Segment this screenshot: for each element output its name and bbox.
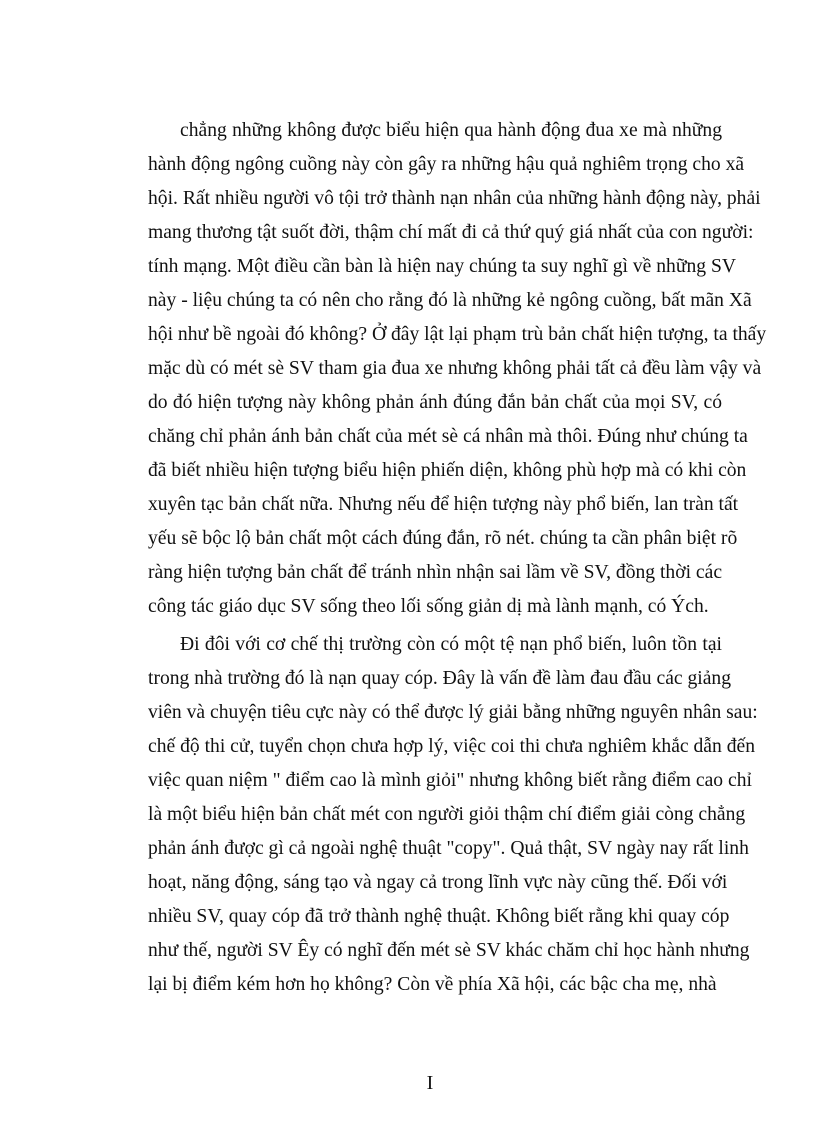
text-line: nhiều SV, quay cóp đã trở thành nghệ thuật. Không biết rằng khi quay cóp xyxy=(148,906,730,927)
text-line: hội như bề ngoài đó không? Ở đây lật lại phạm trù bản chất hiện tượng, ta thấy xyxy=(148,324,767,345)
text-line: chẳng những không được biểu hiện qua hành động đua xe mà những xyxy=(180,120,722,141)
text-line: chế độ thi cử, tuyển chọn chưa hợp lý, việc coi thi chưa nghiêm khắc dẫn đến xyxy=(148,736,755,757)
text-line: phản ánh được gì cả ngoài nghệ thuật "copy". Quả thật, SV ngày nay rất linh xyxy=(148,838,749,859)
text-line: là một biểu hiện bản chất mét con người giỏi thậm chí điểm giải còng chẳng xyxy=(148,804,746,825)
text-line: tính mạng. Một điều cần bàn là hiện nay chúng ta suy nghĩ gì về những SV xyxy=(148,256,736,277)
text-line: đã biết nhiều hiện tượng biểu hiện phiến diện, không phù hợp mà có khi còn xyxy=(148,460,747,481)
text-line: xuyên tạc bản chất nữa. Nhưng nếu để hiện tượng này phổ biến, lan tràn tất xyxy=(148,494,739,515)
text-line: do đó hiện tượng này không phản ánh đúng đắn bản chất của mọi SV, có xyxy=(148,392,722,413)
text-line: viên và chuyện tiêu cực này có thể được lý giải bằng những nguyên nhân sau: xyxy=(148,702,758,723)
text-line: lại bị điểm kém hơn họ không? Còn về phía Xã hội, các bậc cha mẹ, nhà xyxy=(148,974,717,995)
text-line: công tác giáo dục SV sống theo lối sống giản dị mà lành mạnh, có Ých. xyxy=(148,596,709,617)
text-line: mặc dù có mét sè SV tham gia đua xe nhưng không phải tất cả đều làm vậy và xyxy=(148,358,762,379)
text-line: hành động ngông cuồng này còn gây ra những hậu quả nghiêm trọng cho xã xyxy=(148,154,745,175)
text-line: Đi đôi với cơ chế thị trường còn có một tệ nạn phổ biến, luôn tồn tại xyxy=(180,634,722,655)
text-line: này - liệu chúng ta có nên cho rằng đó là những kẻ ngông cuồng, bất mãn Xã xyxy=(148,290,752,311)
text-line: việc quan niệm " điểm cao là mình giỏi" nhưng không biết rằng điểm cao chỉ xyxy=(148,770,752,791)
text-line: như thế, người SV Êy có nghĩ đến mét sè SV khác chăm chỉ học hành nhưng xyxy=(148,940,750,961)
text-line: yếu sẽ bộc lộ bản chất một cách đúng đắn, rõ nét. chúng ta cần phân biệt rõ xyxy=(148,528,738,549)
text-line: chăng chỉ phản ánh bản chất của mét sè cá nhân mà thôi. Đúng như chúng ta xyxy=(148,426,748,447)
text-line: mang thương tật suốt đời, thậm chí mất đi cả thứ quý giá nhất của con người: xyxy=(148,222,754,243)
text-line: hoạt, năng động, sáng tạo và ngay cả trong lĩnh vực này cũng thế. Đối với xyxy=(148,872,728,893)
text-line: trong nhà trường đó là nạn quay cóp. Đây là vấn đề làm đau đầu các giảng xyxy=(148,668,732,689)
text-line: ràng hiện tượng bản chất để tránh nhìn nhận sai lầm về SV, đồng thời các xyxy=(148,562,723,583)
page-number: I xyxy=(426,1072,434,1094)
text-line: hội. Rất nhiều người vô tội trở thành nạn nhân của những hành động này, phải xyxy=(148,188,761,209)
